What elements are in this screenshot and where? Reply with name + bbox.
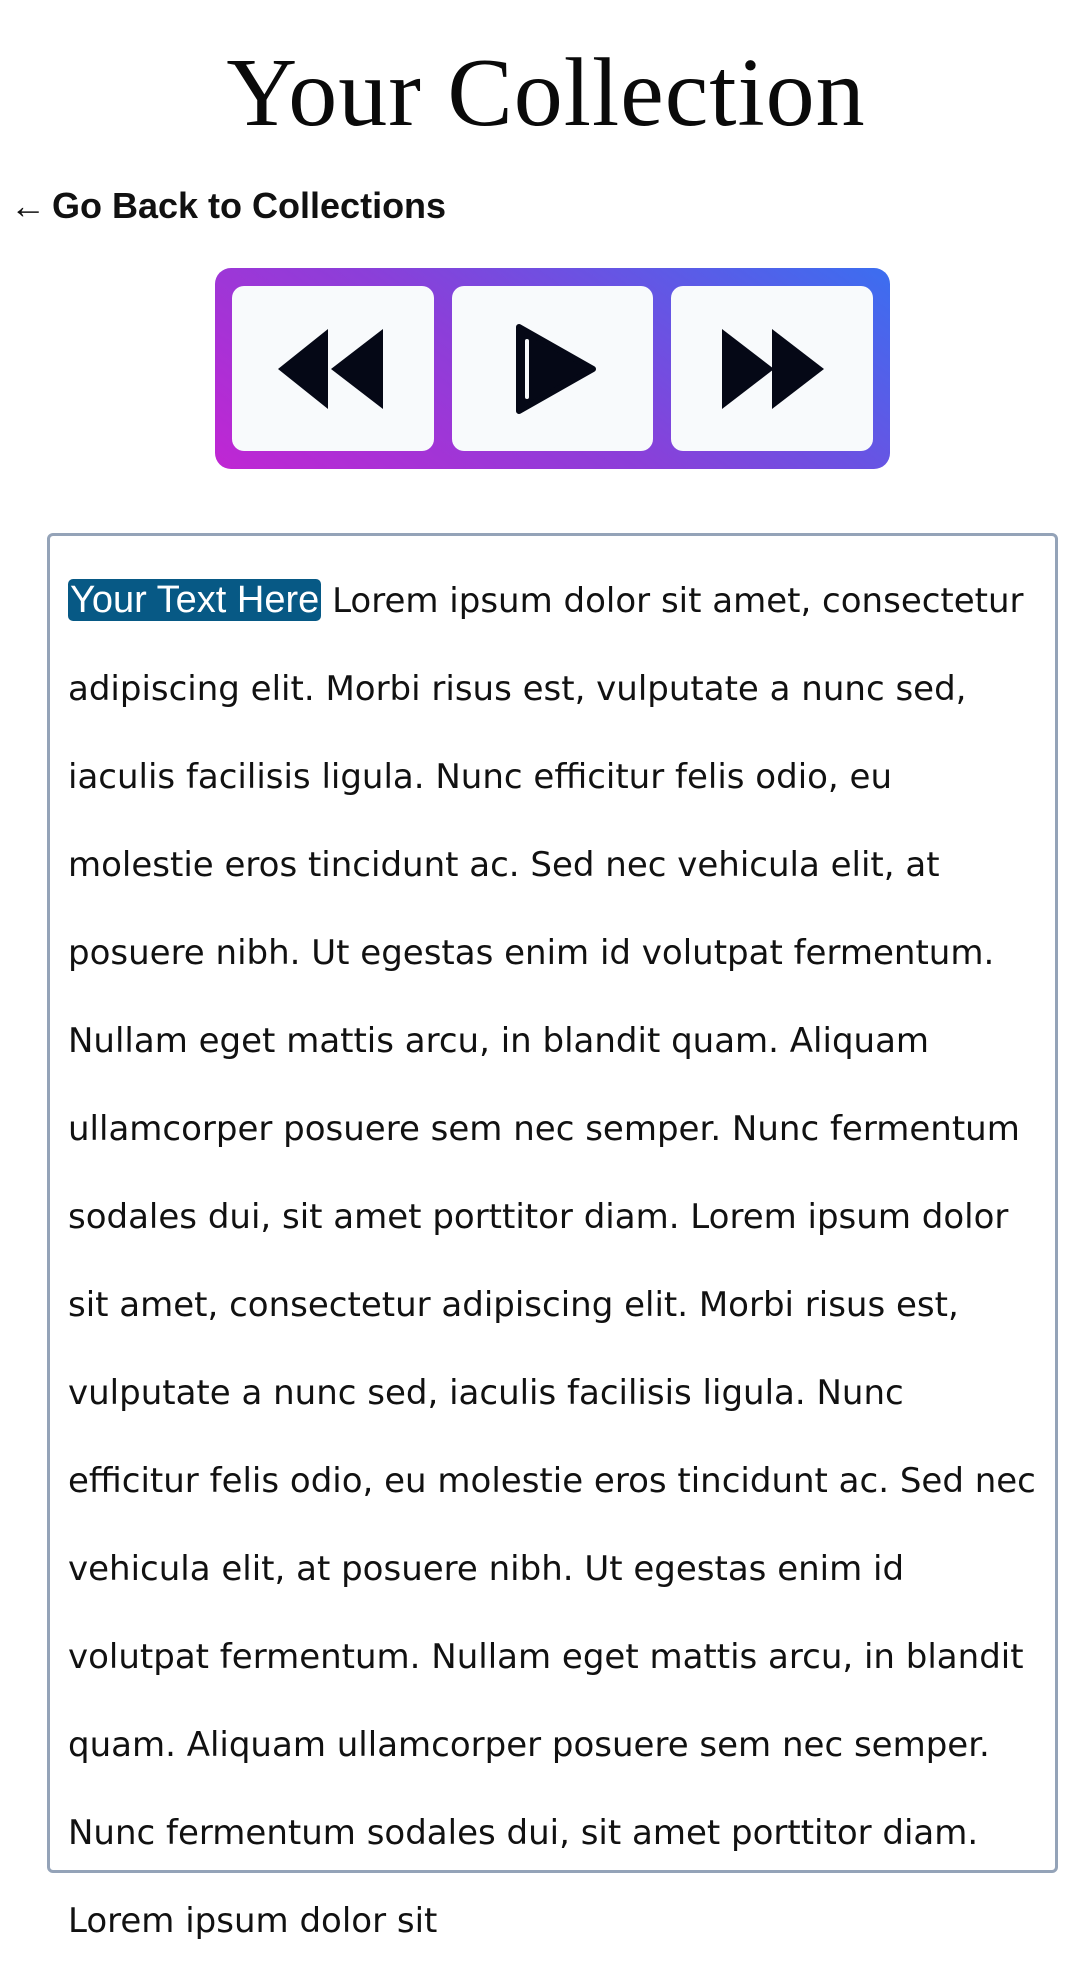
playback-controls [215,268,890,469]
page-title: Your Collection [226,39,866,147]
fast-forward-icon [712,319,832,419]
back-to-collections-link[interactable] [10,182,446,230]
play-button[interactable] [452,286,654,451]
back-link-label: Go Back to Collections [52,185,447,226]
fast-forward-button[interactable] [671,286,873,451]
reading-body-text: Lorem ipsum dolor sit amet, consectetur adipiscing elit. Morbi risus est, vulputate a nunc sed, iaculis facilisis ligula. Nunc efficitur felis odio, eu molestie eros tincidunt ac. Sed nec vehicula elit, at posuere nibh. Ut egestas enim id volutpat fermentum. Nullam eget mattis arcu, in blandit quam. Aliquam ullamcorper posuere sem nec semper. Nunc fermentum sodales dui, sit amet porttitor diam. Lorem ipsum dolor sit amet, consectetur adipiscing elit. Morbi risus est, vulputate a nunc sed, iaculis facilisis ligula. Nunc efficitur felis odio, eu molestie eros tincidunt ac. Sed nec vehicula elit, at posuere nibh. Ut egestas enim id volutpat fermentum. Nullam eget mattis arcu, in blandit quam. Aliquam ullamcorper posuere sem nec semper. Nunc fermentum sodales dui, sit amet porttitor diam. Lorem ipsum dolor sit [68,581,1036,1941]
back-arrow-icon: ← [10,185,46,226]
play-icon [503,319,603,419]
rewind-button[interactable] [232,286,434,451]
reading-text-box[interactable] [47,533,1058,1941]
rewind-icon [273,319,393,419]
highlighted-text[interactable]: Your Text Here [70,579,320,621]
